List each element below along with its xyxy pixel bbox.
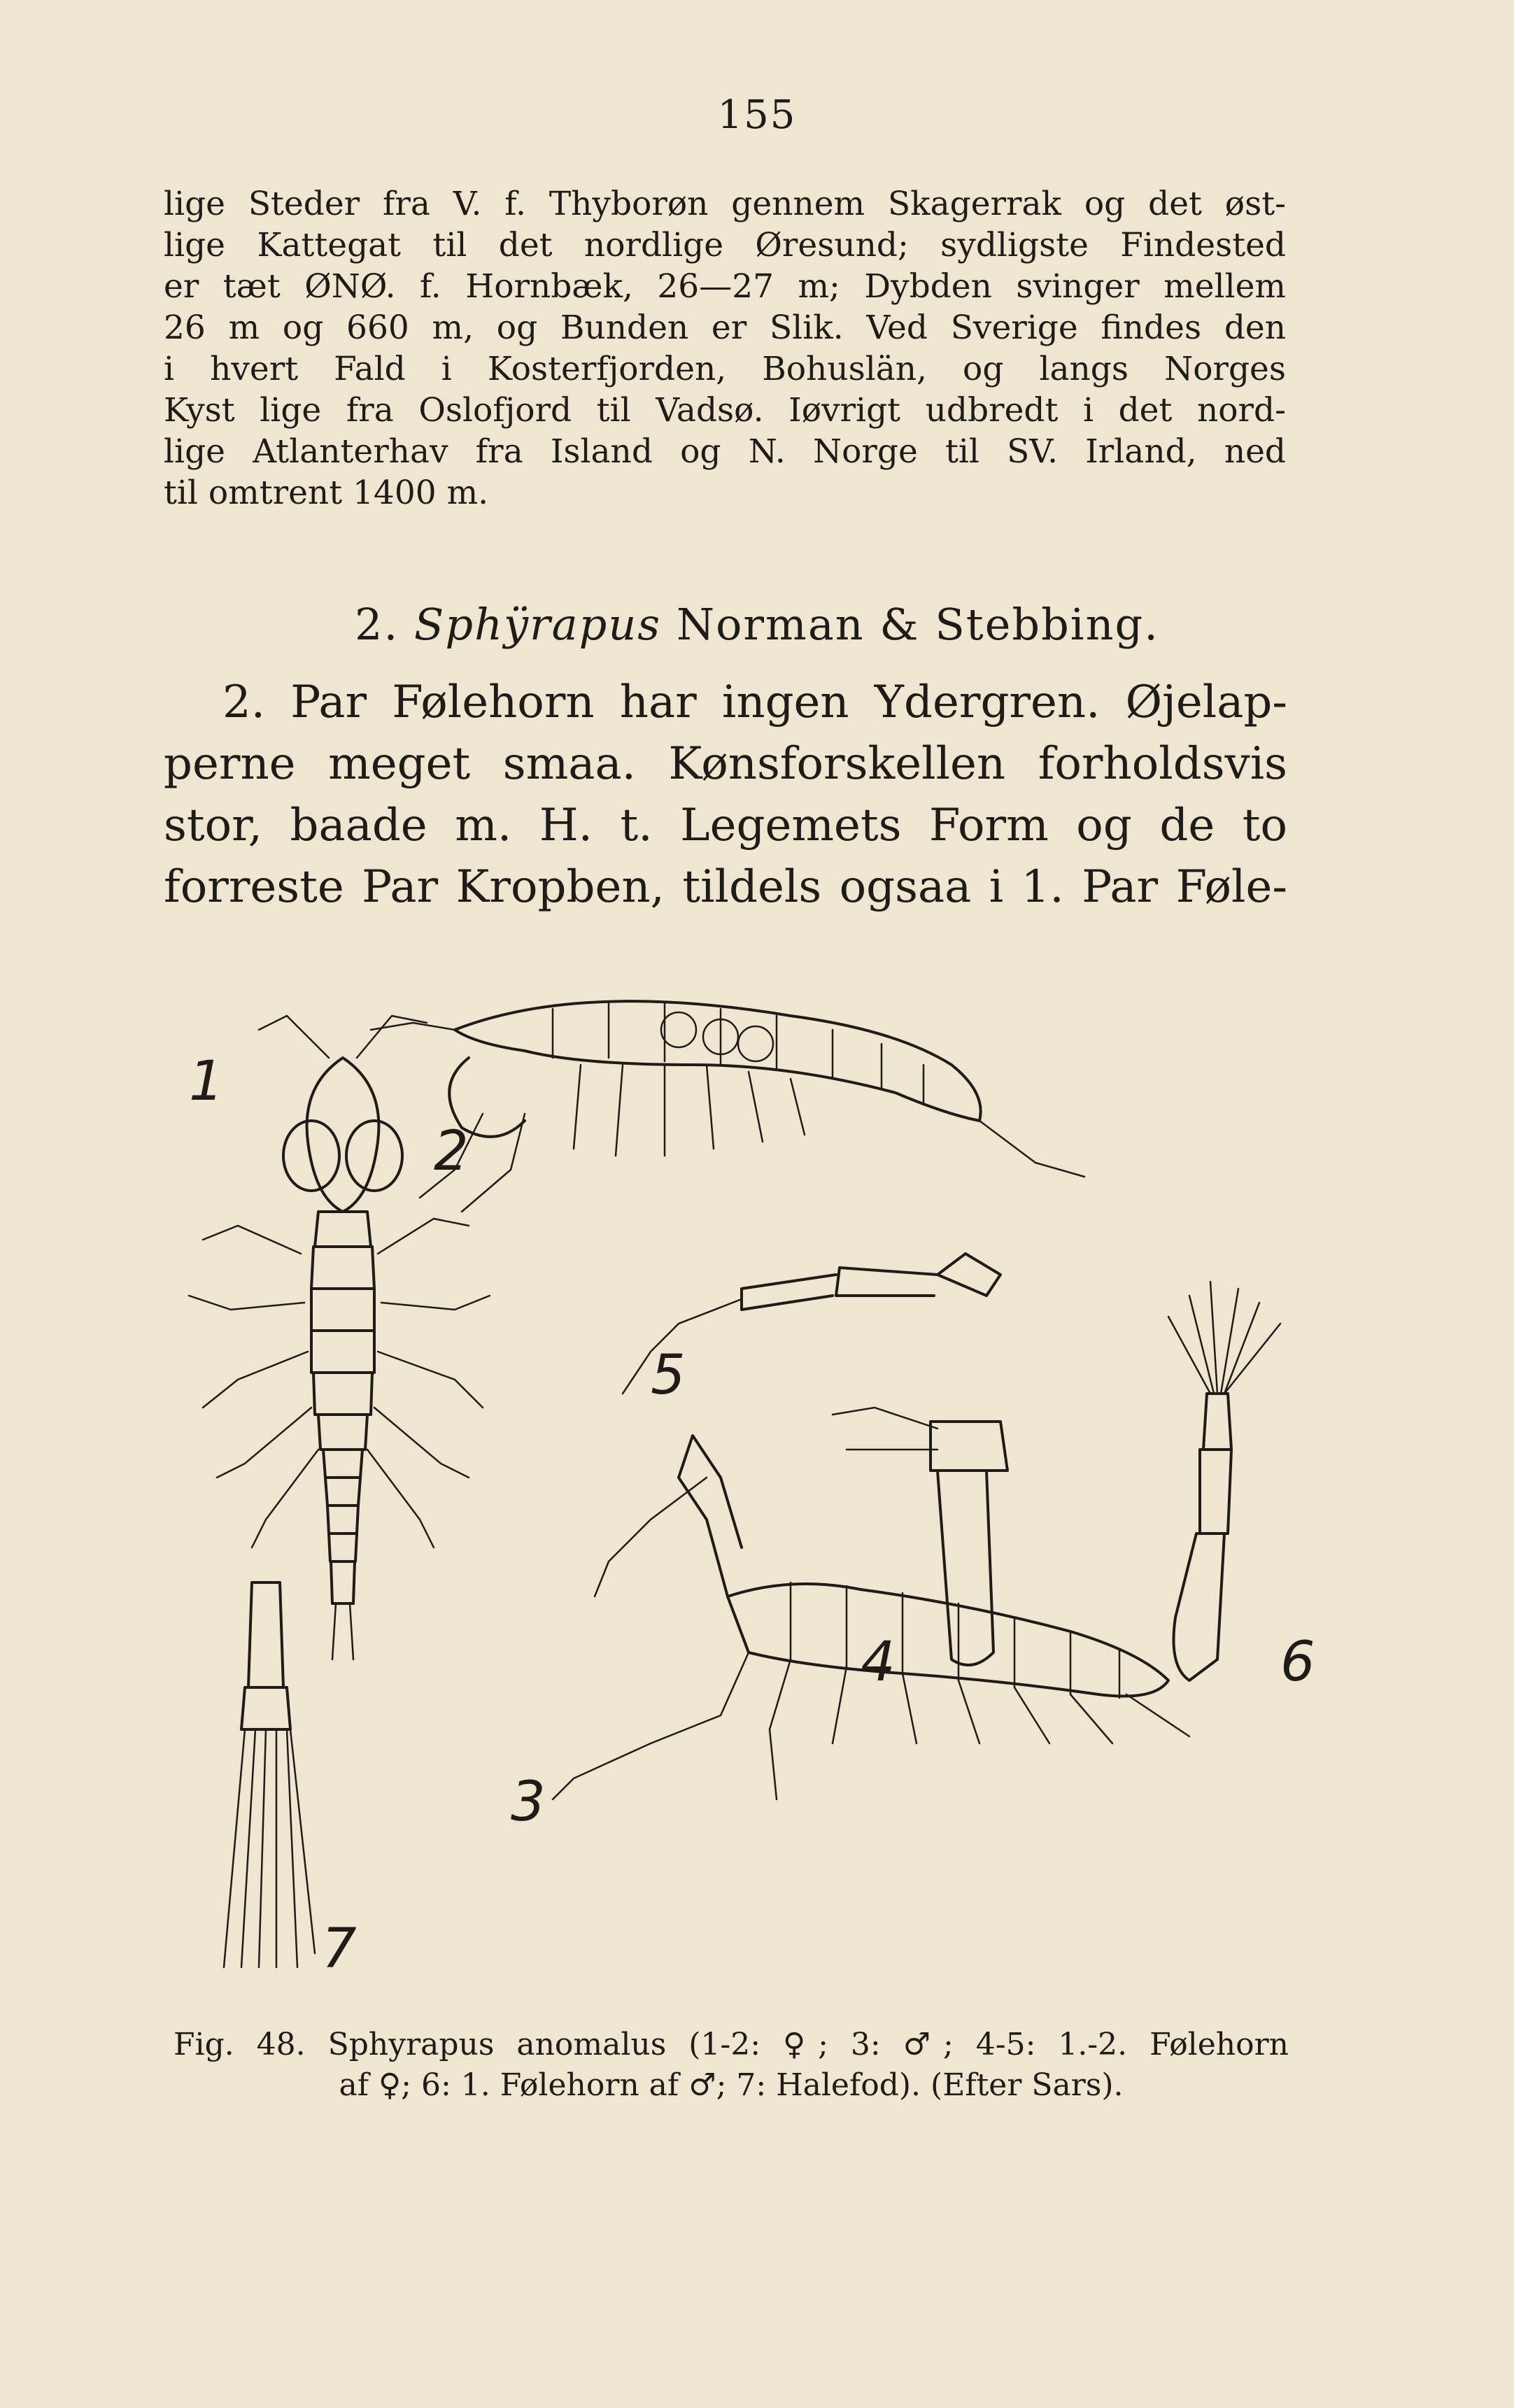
- specimen-2-lateral: [371, 1001, 1084, 1212]
- section-heading: [0, 599, 1514, 650]
- heading-genus: Sphÿrapus: [413, 599, 662, 650]
- text-line: i hvert Fald i Kosterfjorden, Bohuslän, og langs Norges: [164, 350, 1286, 388]
- text-line: lige Atlanterhav fra Island og N. Norge til SV. Irland, ned: [164, 432, 1286, 471]
- text-line: stor, baade m. H. t. Legemets Form og de to: [164, 800, 1287, 851]
- text-line: lige Kattegat til det nordlige Øresund; sydligste Findested: [164, 226, 1286, 264]
- heading-number: 2.: [355, 599, 399, 650]
- figure-label-5: 5: [651, 1344, 686, 1407]
- figure-label-1: 1: [189, 1050, 224, 1113]
- paragraph-description: [164, 672, 1287, 918]
- heading-authors: Norman & Stebbing.: [676, 599, 1159, 650]
- figure-illustration: [161, 988, 1315, 1995]
- figure-label-6: 6: [1280, 1631, 1315, 1694]
- figure-label-7: 7: [322, 1918, 357, 1981]
- specimen-3-lateral: [553, 1436, 1189, 1799]
- text-line: 26 m og 660 m, og Bunden er Slik. Ved Sverige findes den: [164, 309, 1286, 347]
- specimen-4-antenna: [833, 1408, 1007, 1665]
- text-line: lige Steder fra V. f. Thyborøn gennem Skagerrak og det øst-: [164, 185, 1286, 223]
- page-number: 155: [717, 92, 797, 138]
- text-line: perne meget smaa. Kønsforskellen forholdsvis: [164, 738, 1287, 790]
- text-line: er tæt ØNØ. f. Hornbæk, 26—27 m; Dybden svinger mellem: [164, 267, 1286, 306]
- caption-line: Fig. 48. Sphyrapus anomalus (1-2: ♀; 3: ♂; 4-5: 1.-2. Følehorn: [174, 2027, 1289, 2062]
- figure-caption: [174, 2025, 1289, 2106]
- caption-line: af ♀; 6: 1. Følehorn af ♂; 7: Halefod). (Efter Sars).: [339, 2067, 1124, 2103]
- text-line: forreste Par Kropben, tildels ogsaa i 1. Par Føle-: [164, 861, 1287, 913]
- text-line: Kyst lige fra Oslofjord til Vadsø. Iøvrigt udbredt i det nord-: [164, 391, 1286, 430]
- specimen-1-dorsal: [189, 1016, 490, 1659]
- figure-label-2: 2: [434, 1120, 469, 1183]
- figure-label-4: 4: [861, 1631, 896, 1694]
- specimen-7-pleopod: [224, 1582, 315, 1967]
- text-line: til omtrent 1400 m.: [164, 474, 489, 512]
- figure-label-3: 3: [511, 1771, 546, 1834]
- text-line: 2. Par Følehorn har ingen Ydergren. Øjelap-: [222, 677, 1287, 728]
- paragraph-distribution: [164, 183, 1286, 514]
- specimen-6-antenna: [1168, 1282, 1280, 1680]
